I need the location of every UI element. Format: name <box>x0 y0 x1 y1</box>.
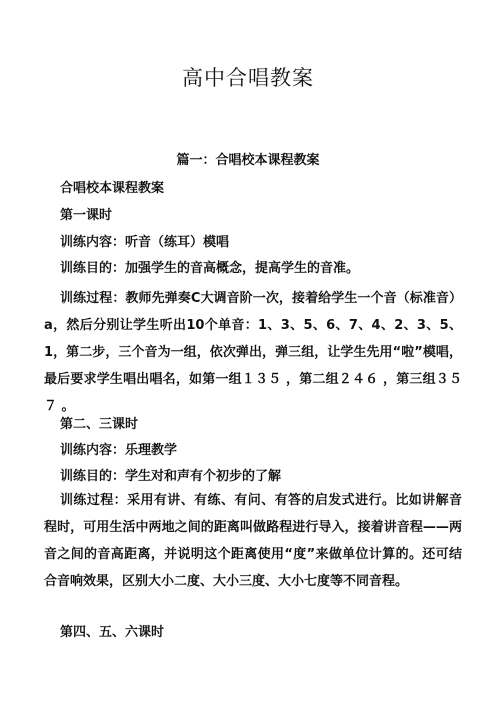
section-heading: 篇一：合唱校本课程教案 <box>176 153 320 168</box>
document-title: 高中合唱教案 <box>182 66 314 90</box>
lesson2-content: 训练内容：乐理教学 <box>60 443 178 458</box>
lesson3-heading: 第四、五、六课时 <box>60 625 165 640</box>
lesson2-process: 训练过程：采用有讲、有练、有问、有答的启发式进行。比如讲解音程时，可用生活中两地之间的距离叫做路程进行导入，接着讲音程——两音之间的音高距离，并说明这个距离使用“度”来做单位计算的。还可结合音响效果，区别大小二度、大小三度、大小七度等不同音程。 <box>44 493 462 589</box>
lesson1-goal: 训练目的：加强学生的音高概念，提高学生的音准。 <box>60 261 360 276</box>
lesson2-heading: 第二、三课时 <box>60 417 139 432</box>
lesson1-process: 训练过程：教师先弹奏C大调音阶一次，接着给学生一个音（标准音）a，然后分别让学生听出10个单音：1、3、5、6、7、4、2、3、5、1，第二步，三个音为一组，依次弹出，弹三组，让学生先用“啦”模唱，最后要求学生唱出唱名，如第一组１３５ ，第二组２４６ ，第三组３５７ 。 <box>44 291 462 414</box>
course-name: 合唱校本课程教案 <box>60 181 165 196</box>
lesson2-goal: 训练目的：学生对和声有个初步的了解 <box>60 469 282 484</box>
lesson1-heading: 第一课时 <box>60 208 113 223</box>
lesson1-content: 训练内容：听音（练耳）模唱 <box>60 235 230 250</box>
